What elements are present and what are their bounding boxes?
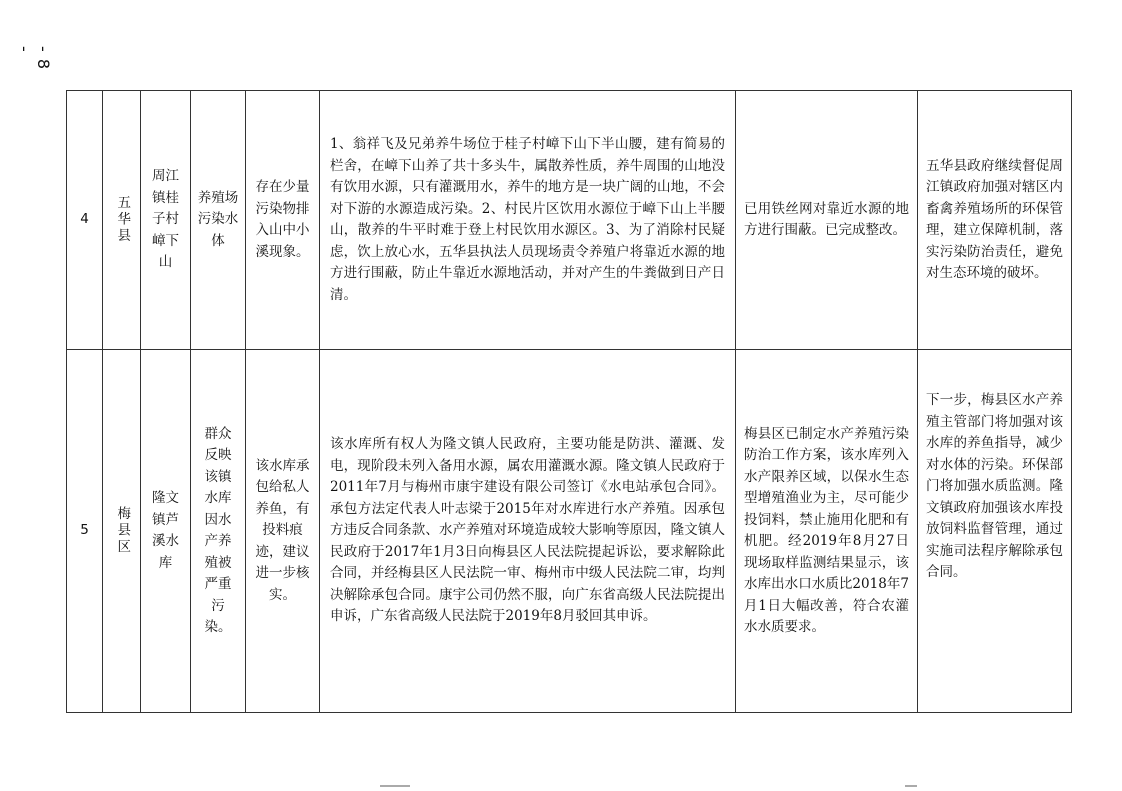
- scan-artifact: [380, 785, 410, 787]
- row-number: 4: [67, 91, 103, 350]
- rectification-measures: 梅县区已制定水产养殖污染防治工作方案，该水库列入水产限养区域，以保水生态型增殖渔业为主，尽可能少投饲料，禁止施用化肥和有机肥。经2019年8月27日现场取样监测结果显示，该水库出水口水质比2018年7月1日大幅改善，符合农灌水水质要求。: [736, 350, 918, 713]
- issue-cell: [246, 91, 320, 350]
- location-cell: [141, 350, 191, 713]
- next-steps: 五华县政府继续督促周江镇政府加强对辖区内畜禽养殖场所的环保管理，建立保障机制，落实污染防治责任，避免对生态环境的破坏。: [918, 91, 1072, 350]
- rectification-measures: 已用铁丝网对靠近水源的地方进行围蔽。已完成整改。: [736, 91, 918, 350]
- pollution-category: 群众反映该镇水库因水产养殖被严重污染。: [204, 425, 232, 635]
- location-cell: [141, 91, 191, 350]
- location-name: 周江镇桂子村嶂下山: [152, 168, 179, 271]
- issue-description: 存在少量污染物排入山中小溪现象。: [255, 179, 310, 260]
- next-steps: 下一步，梅县区水产养殖主管部门将加强对该水库的养鱼指导，减少对水体的污染。环保部门将加强水质监测。隆文镇政府加强该水库投放饲料监督管理，通过实施司法程序解除承包合同。: [918, 350, 1072, 713]
- county-name: 梅县区: [114, 506, 131, 556]
- row-number: 5: [67, 350, 103, 713]
- table-row: [67, 350, 1072, 713]
- issue-description: 该水库承包给私人养鱼，有投料痕迹，建议进一步核实。: [255, 457, 310, 603]
- category-cell: [191, 350, 246, 713]
- county-name: 五华县: [114, 195, 131, 245]
- county-cell: [103, 350, 141, 713]
- location-name: 隆文镇芦溪水库: [152, 490, 179, 571]
- county-cell: [103, 91, 141, 350]
- issue-cell: [246, 350, 320, 713]
- table-row: [67, 91, 1072, 350]
- investigation-details: 该水库所有权人为隆文镇人民政府，主要功能是防洪、灌溉、发电，现阶段未列入备用水源，属农用灌溉水源。隆文镇人民政府于2011年7月与梅州市康宇建设有限公司签订《水电站承包合同》。承包方法定代表人叶志梁于2015年对水库进行水产养殖。因承包方违反合同条款、水产养殖对环境造成较大影响等原因，隆文镇人民政府于2017年1月3日向梅县区人民法院提起诉讼，要求解除此合同，并经梅县区人民法院一审、梅州市中级人民法院二审，均判决解除承包合同。康宇公司仍然不服，向广东省高级人民法院提出申诉，广东省高级人民法院于2019年8月驳回其申诉。: [320, 350, 736, 713]
- category-cell: [191, 91, 246, 350]
- pollution-category: 养殖场污染水体: [197, 189, 239, 249]
- scan-artifact: [905, 785, 917, 787]
- investigation-details: 1、翁祥飞及兄弟养牛场位于桂子村嶂下山下半山腰，建有简易的栏舍，在嶂下山养了共十多头牛，属散养性质，养牛周围的山地没有饮用水源，只有灌溉用水，养牛的地方是一块广阔的山地，不会对下游的水源造成污染。2、村民片区饮用水源位于嶂下山上半腰山，散养的牛平时难于登上村民饮用水源区。3、为了消除村民疑虑，饮上放心水，五华县执法人员现场责令养殖户将靠近水源的地方进行围蔽，防止牛靠近水源地活动，并对产生的牛粪做到日产日清。: [320, 91, 736, 350]
- rectification-table: [66, 90, 1072, 713]
- page-number: - 8 -: [15, 46, 53, 71]
